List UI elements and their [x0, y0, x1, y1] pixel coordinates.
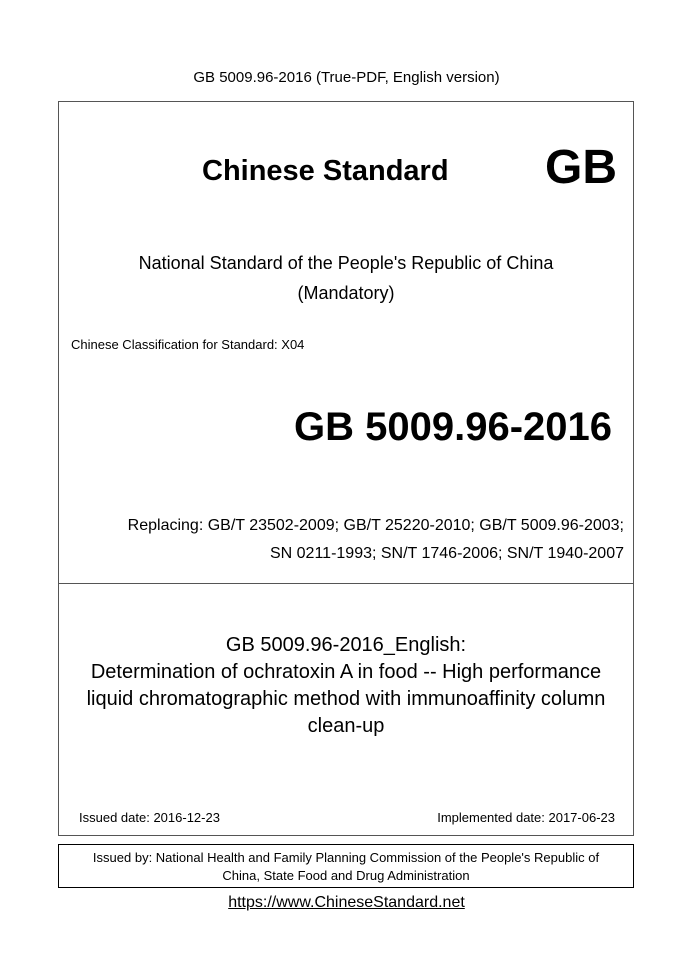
document-header: GB 5009.96-2016 (True-PDF, English version) [193, 69, 500, 86]
classification-code: Chinese Classification for Standard: X04 [71, 337, 305, 352]
national-standard-heading [59, 248, 633, 308]
website-link[interactable]: https://www.ChineseStandard.net [228, 894, 465, 911]
issued-date: Issued date: 2016-12-23 [79, 810, 220, 825]
english-title-line: liquid chromatographic method with immunoaffinity column [86, 688, 606, 710]
standard-number: GB 5009.96-2016 [293, 405, 612, 449]
cover-title: Chinese Standard [202, 155, 449, 187]
cover-frame [58, 101, 634, 836]
replaced-standards-line: SN 0211-1993; SN/T 1746-2006; SN/T 1940-2007 [269, 545, 624, 562]
issuer-line: China, State Food and Drug Administration [222, 868, 470, 883]
implemented-date: Implemented date: 2017-06-23 [437, 810, 615, 825]
national-standard-line: National Standard of the People's Republic of China [138, 253, 554, 273]
english-title-line: GB 5009.96-2016_English: [225, 634, 467, 656]
issuer-line: Issued by: National Health and Family Planning Commission of the People's Republic of [92, 850, 600, 865]
english-title-line: clean-up [307, 715, 385, 737]
gb-mark: GB [545, 141, 617, 194]
replaced-standards-line: Replacing: GB/T 23502-2009; GB/T 25220-2010; GB/T 5009.96-2003; [127, 517, 624, 534]
english-title-line: Determination of ochratoxin A in food -- High performance [90, 661, 602, 683]
replaced-standards [64, 512, 624, 568]
issuer-box [58, 844, 634, 888]
english-title [59, 632, 633, 740]
mandatory-label: (Mandatory) [297, 283, 395, 303]
section-divider [59, 583, 633, 584]
